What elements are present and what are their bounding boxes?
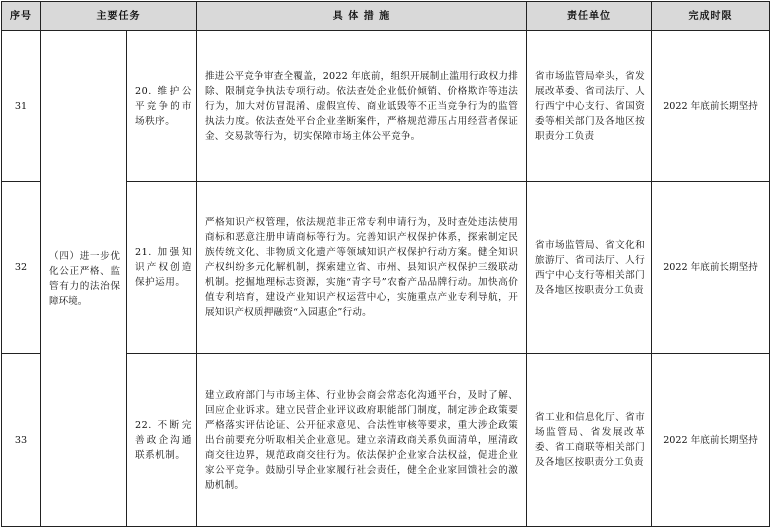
deadline-cell: 2022 年底前长期坚持 (652, 354, 770, 527)
subtask-cell: 22. 不断完善政企沟通联系机制。 (127, 354, 197, 527)
group-task-label: （四）进一步优化公正严格、监管有力的法治保障环境。 (49, 250, 120, 307)
header-row (2, 2, 770, 31)
task-table (1, 1, 770, 527)
deadline-cell: 2022 年底前长期坚持 (652, 31, 770, 182)
header-measures: 具 体 措 施 (197, 2, 527, 31)
measures-cell: 严格知识产权管理，依法规范非正常专利申请行为，及时查处违法使用商标和恶意注册申请商标等行为。完善知识产权保护体系，探索制定民族传统文化、非物质文化遗产等领域知识产权保护行动方案。健全知识产权纠纷多元化解机制，探索建立省、市州、县知识产权保护三级联动机制。挖掘地理标志资源，实施“青字号”农畜产品品牌行动。加快高价值专利培育，建设产业知识产权运营中心，实施重点产业专利导航，开展知识产权质押融资“入园惠企”行动。 (197, 182, 527, 354)
subtask-cell: 20. 维护公平竞争的市场秩序。 (127, 31, 197, 182)
measures-cell: 建立政府部门与市场主体、行业协会商会常态化沟通平台，及时了解、回应企业诉求。建立民营企业评议政府职能部门制度，制定涉企政策要严格落实评估论证、公开征求意见、合法性审核等要求，重大涉企政策出台前要充分听取相关企业意见。建立亲清政商关系负面清单，厘清政商交往边界，规范政商交往行为。依法保护企业家合法权益，促进企业家公平竞争。鼓励引导企业家履行社会责任，健全企业家回馈社会的激励机制。 (197, 354, 527, 527)
row-number: 31 (2, 31, 41, 182)
unit-cell: 省市场监管局、省文化和旅游厅、省司法厅、人行西宁中心支行等相关部门及各地区按职责分工负责 (527, 182, 652, 354)
header-seq: 序号 (2, 2, 41, 31)
subtask-cell: 21. 加强知识产权创造保护运用。 (127, 182, 197, 354)
unit-cell: 省市场监管局牵头，省发展改革委、省司法厅、人行西宁中心支行、省国资委等相关部门及各地区按职责分工负责 (527, 31, 652, 182)
header-unit: 责任单位 (527, 2, 652, 31)
table-row (2, 31, 770, 182)
header-task: 主要任务 (41, 2, 197, 31)
group-task-cell (41, 31, 127, 527)
unit-cell: 省工业和信息化厅、省市场监管局、省发展改革委、省工商联等相关部门及各地区按职责分工负责 (527, 354, 652, 527)
measures-cell: 推进公平竞争审查全覆盖，2022 年底前，组织开展制止滥用行政权力排除、限制竞争执法专项行动。依法查处企业低价倾销、价格欺诈等违法行为，加大对仿冒混淆、虚假宣传、商业诋毁等不正当竞争行为的监管执法力度。依法查处平台企业垄断案件，严格规范滞压占用经营者保证金、交易款等行为，切实保障市场主体公平竞争。 (197, 31, 527, 182)
row-number: 32 (2, 182, 41, 354)
header-deadline: 完成时限 (652, 2, 770, 31)
row-number: 33 (2, 354, 41, 527)
deadline-cell: 2022 年底前长期坚持 (652, 182, 770, 354)
